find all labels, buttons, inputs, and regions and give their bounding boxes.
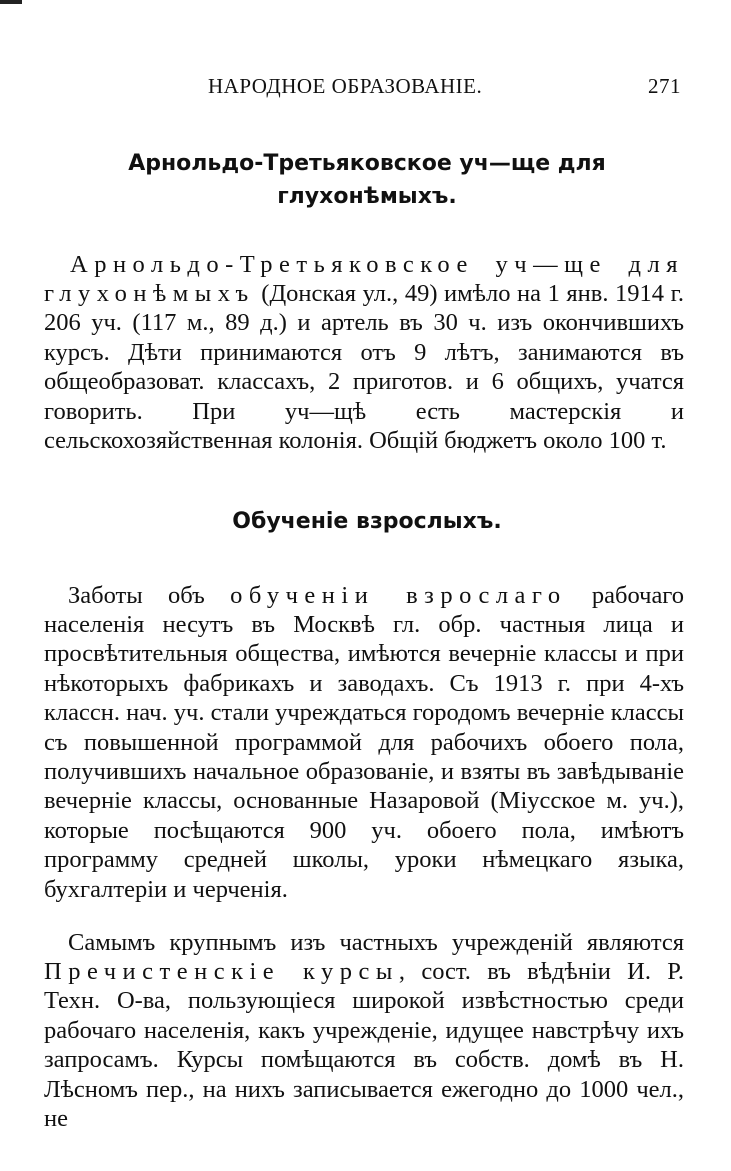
running-header xyxy=(0,70,731,100)
section-title-deaf-school: Арнольдо-Третьяковское уч—ще для глухонѣмыхъ. xyxy=(128,151,606,209)
paragraph-text: (Донская ул., 49) имѣло на 1 янв. 1914 г. 206 уч. (117 м., 89 д.) и артель въ 30 ч. изъ окончившихъ курсъ. Дѣти принимаются отъ 9 лѣтъ, занимаются въ общеобразоват. классахъ, 2 приготов. и 6 общихъ, учатся говорить. При уч—щѣ есть мастерскiя и сельскохозяйственная колонiя. Общiй бюджетъ около 100 т. xyxy=(44,279,684,454)
paragraph-text-before: Заботы объ xyxy=(68,581,231,609)
page-number: 271 xyxy=(648,74,681,98)
section-title-adult-education: Обученiе взрослыхъ. xyxy=(232,509,502,534)
spaced-emphasis: Арнольдо-Третьяковское уч—ще для глухонѣмыхъ xyxy=(44,250,684,307)
paragraph-deaf-school xyxy=(44,250,684,456)
spaced-emphasis: обученiи взрослаго xyxy=(230,581,567,609)
paragraph-prechistenskie-courses xyxy=(44,928,684,1134)
running-title: НАРОДНОЕ ОБРАЗОВАНIЕ. xyxy=(208,74,483,98)
spaced-emphasis: Пречистенскiе курсы xyxy=(44,957,399,985)
paragraph-adult-education xyxy=(44,581,684,904)
scan-edge-mark xyxy=(0,0,22,4)
paragraph-text-after: , сост. въ вѣдѣнiи И. Р. Техн. О-ва, пользующiеся широкой извѣстностью среди рабочаго населенiя, какъ учрежденiе, идущее навстрѣчу ихъ запросамъ. Курсы помѣщаются въ собств. домѣ въ Н. Лѣсномъ пер., на нихъ записывается ежегодно до 1000 чел., не xyxy=(44,957,684,1132)
paragraph-text-before: Самымъ крупнымъ изъ частныхъ учрежденiй являются xyxy=(68,928,684,956)
paragraph-text-after: рабочаго населенiя несутъ въ Москвѣ гл. обр. частныя лица и просвѣтительныя общества, имѣются вечернiе классы и при нѣкоторыхъ фабрикахъ и заводахъ. Съ 1913 г. при 4-хъ классн. нач. уч. стали учреждаться городомъ вечернiе классы съ повышенной программой для рабочихъ обоего пола, получившихъ начальное образованiе, и взяты въ завѣдыванiе вечернiе классы, основанные Назаровой (Мiусское м. уч.), которые посѣщаются 900 уч. обоего пола, имѣютъ программу средней школы, уроки нѣмецкаго языка, бухгалтерiи и черченiя. xyxy=(44,581,685,903)
